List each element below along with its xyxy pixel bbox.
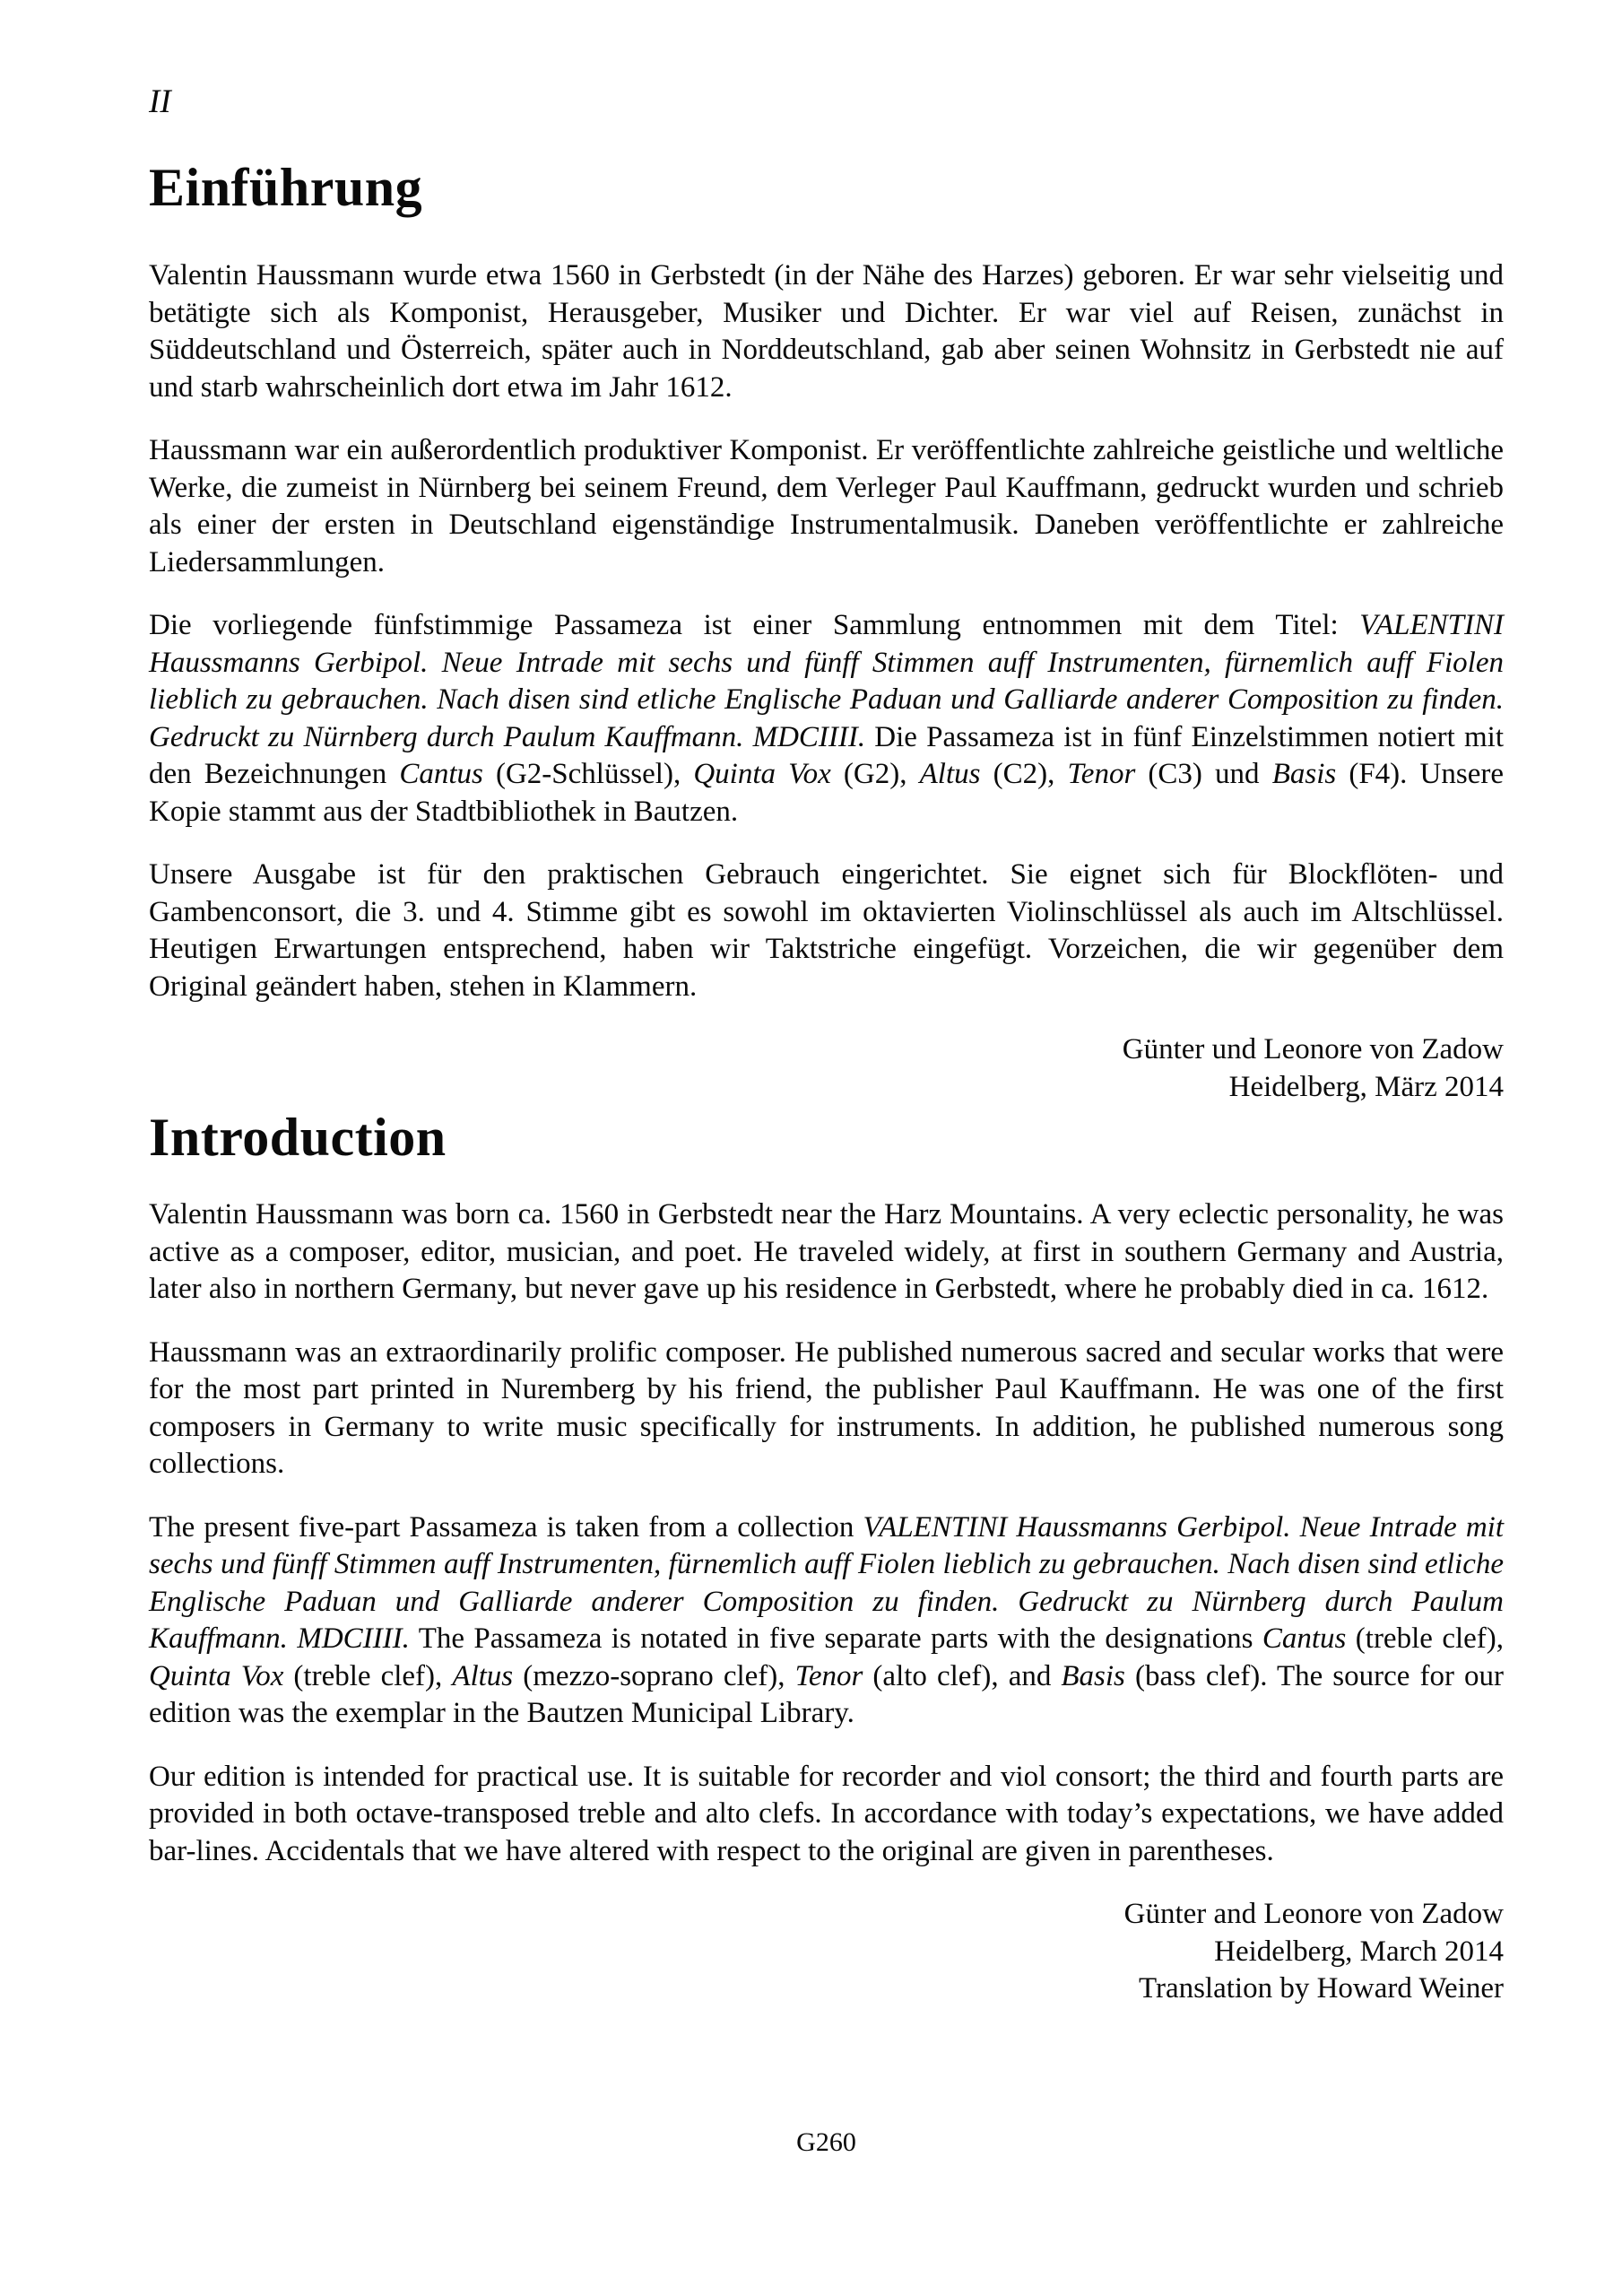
heading-introduction: Introduction [149, 1108, 447, 1167]
signature-place-date-line: Heidelberg, March 2014 [1214, 1935, 1504, 1968]
page-number: II [149, 83, 171, 120]
english-signature [149, 1896, 1504, 2008]
english-paragraph-4: Our edition is intended for practical use. It is suitable for recorder and viol consort; the third and fourth parts are provided in both octave-transposed treble and alto clefs. In accordance with today’s expectations, we have added bar-lines. Accidentals that we have altered with respect to the original are given in parentheses. [149, 1760, 1504, 1867]
signature-place-date-line: Heidelberg, März 2014 [1228, 1070, 1504, 1103]
edition-number-footer: G260 [796, 2126, 856, 2157]
german-paragraph-1: Valentin Haussmann wurde etwa 1560 in Gerbstedt (in der Nähe des Harzes) geboren. Er war sehr vielseitig und betätigte sich als Komponist, Herausgeber, Musiker und Dichter. Er war viel auf Reisen, zunächst in Süddeutschland und Österreich, später auch in Norddeutschland, gab aber seinen Wohnsitz in Gerbstedt nie auf und starb wahrscheinlich dort etwa im Jahr 1612. [149, 259, 1504, 404]
german-paragraph-2: Haussmann war ein außerordentlich produktiver Komponist. Er veröffentlichte zahlreiche geistliche und weltliche Werke, die zumeist in Nürnberg bei seinem Freund, dem Verleger Paul Kauffmann, gedruckt wurden und schrieb als einer der ersten in Deutschland eigenständige Instrumentalmusik. Daneben veröffentlichte er zahlreiche Liedersammlungen. [149, 434, 1504, 578]
english-paragraph-2: Haussmann was an extraordinarily prolific composer. He published numerous sacred and secular works that were for the most part printed in Nuremberg by his friend, the publisher Paul Kauffmann. He was one of the first composers in Germany to write music specifically for instruments. In addition, he published numerous song collections. [149, 1335, 1504, 1480]
english-paragraph-1: Valentin Haussmann was born ca. 1560 in Gerbstedt near the Harz Mountains. A very eclectic personality, he was active as a composer, editor, musician, and poet. He traveled widely, at first in southern Germany and Austria, later also in northern Germany, but never gave up his residence in Gerbstedt, where he probably died in ca. 1612. [149, 1198, 1504, 1305]
english-paragraph-3: The present five-part Passameza is taken from a collection VALENTINI Haussmanns Gerbipol. Neue Intrade mit sechs und fünff Stimmen auff Instrumenten, fürnemlich auff Fiolen lieblich zu gebrauchen. Nach disen sind etliche Englische Paduan und Galliarde anderer Composition zu finden. Gedruckt zu Nürnberg durch Paulum Kauffmann. MDCIIII. The Passameza is notated in five separate parts with the designations Cantus (treble clef), Quinta Vox (treble clef), Altus (mezzo-soprano clef), Tenor (alto clef), and Basis (bass clef). The source for our edition was the exemplar in the Bautzen Municipal Library. [149, 1510, 1505, 1729]
german-signature [149, 1031, 1504, 1106]
german-paragraph-4: Unsere Ausgabe ist für den praktischen Gebrauch eingerichtet. Sie eignet sich für Blockflöten- und Gambenconsort, die 3. und 4. Stimme gibt es sowohl im oktavierten Violinschlüssel als auch im Altschlüssel. Heutigen Erwartungen entsprechend, haben wir Taktstriche eingefügt. Vorzeichen, die wir gegenüber dem Original geändert haben, stehen in Klammern. [149, 858, 1504, 1003]
heading-einfuehrung: Einführung [149, 158, 423, 217]
signature-translator-line: Translation by Howard Weiner [1138, 1972, 1504, 2005]
german-paragraph-3: Die vorliegende fünfstimmige Passameza ist einer Sammlung entnommen mit dem Titel: VALENTINI Haussmanns Gerbipol. Neue Intrade mit sechs und fünff Stimmen auff Instrumenten, fürnemlich auff Fiolen lieblich zu gebrauchen. Nach disen sind etliche Englische Paduan und Galliarde anderer Composition zu finden. Gedruckt zu Nürnberg durch Paulum Kauffmann. MDCIIII. Die Passameza ist in fünf Einzelstimmen notiert mit den Bezeichnungen Cantus (G2-Schlüssel), Quinta Vox (G2), Altus (C2), Tenor (C3) und Basis (F4). Unsere Kopie stammt aus der Stadtbibliothek in Bautzen. [149, 609, 1505, 828]
signature-author-line: Günter und Leonore von Zadow [1122, 1033, 1504, 1065]
signature-author-line: Günter and Leonore von Zadow [1123, 1898, 1504, 1930]
